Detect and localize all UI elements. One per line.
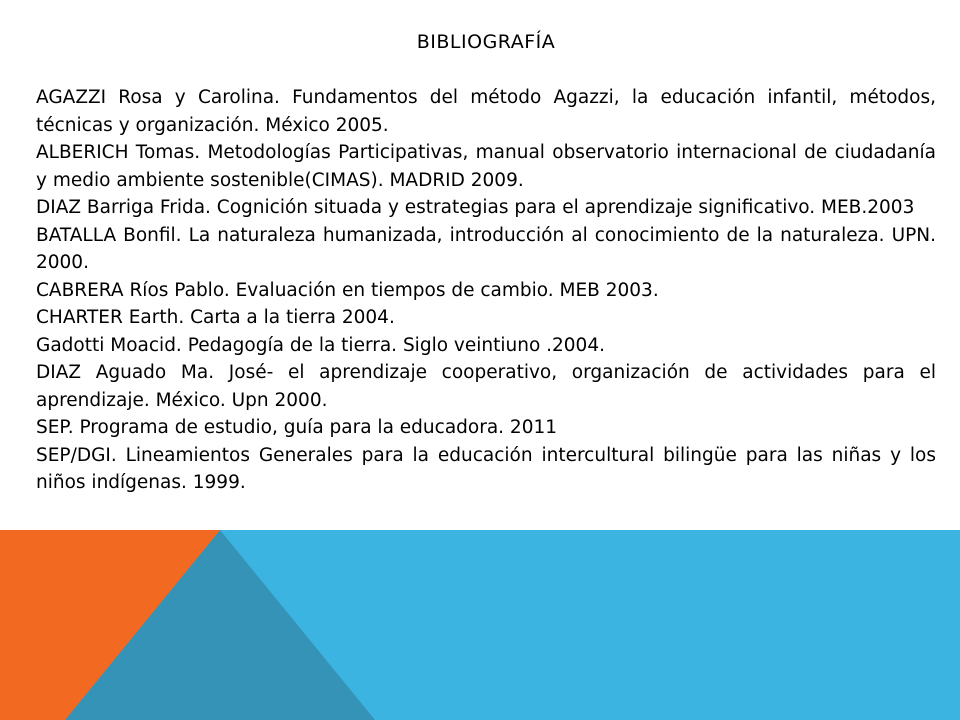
reference-item: BATALLA Bonfil. La naturaleza humanizada, introducción al conocimiento de la naturaleza. UPN. 2000. [36,224,936,273]
reference-item: CABRERA Ríos Pablo. Evaluación en tiempos de cambio. MEB 2003. [36,279,659,301]
reference-item: ALBERICH Tomas. Metodologías Participativas, manual observatorio internacional de ciudadanía y medio ambiente sostenible(CIMAS). MADRID 2009. [36,142,936,191]
reference-list [36,84,936,497]
reference-item: CHARTER Earth. Carta a la tierra 2004. [36,307,395,328]
reference-item: SEP/DGI. Lineamientos Generales para la educación intercultural bilingüe para las niñas y los niños indígenas. 1999. [36,444,936,493]
reference-item: DIAZ Barriga Frida. Cognición situada y estrategias para el aprendizaje significativo. MEB.2003 [36,197,915,218]
reference-item: AGAZZI Rosa y Carolina. Fundamentos del método Agazzi, la educación infantil, métodos, técnicas y organización. México 2005. [36,87,936,136]
reference-item: SEP. Programa de estudio, guía para la educadora. 2011 [36,417,557,438]
slide-title: BIBLIOGRAFÍA [416,31,556,53]
reference-item: DIAZ Aguado Ma. José- el aprendizaje cooperativo, organización de actividades para el aprendizaje. México. Upn 2000. [36,362,936,411]
slide-content [36,28,936,497]
reference-item: Gadotti Moacid. Pedagogía de la tierra. Siglo veintiuno .2004. [36,334,605,356]
